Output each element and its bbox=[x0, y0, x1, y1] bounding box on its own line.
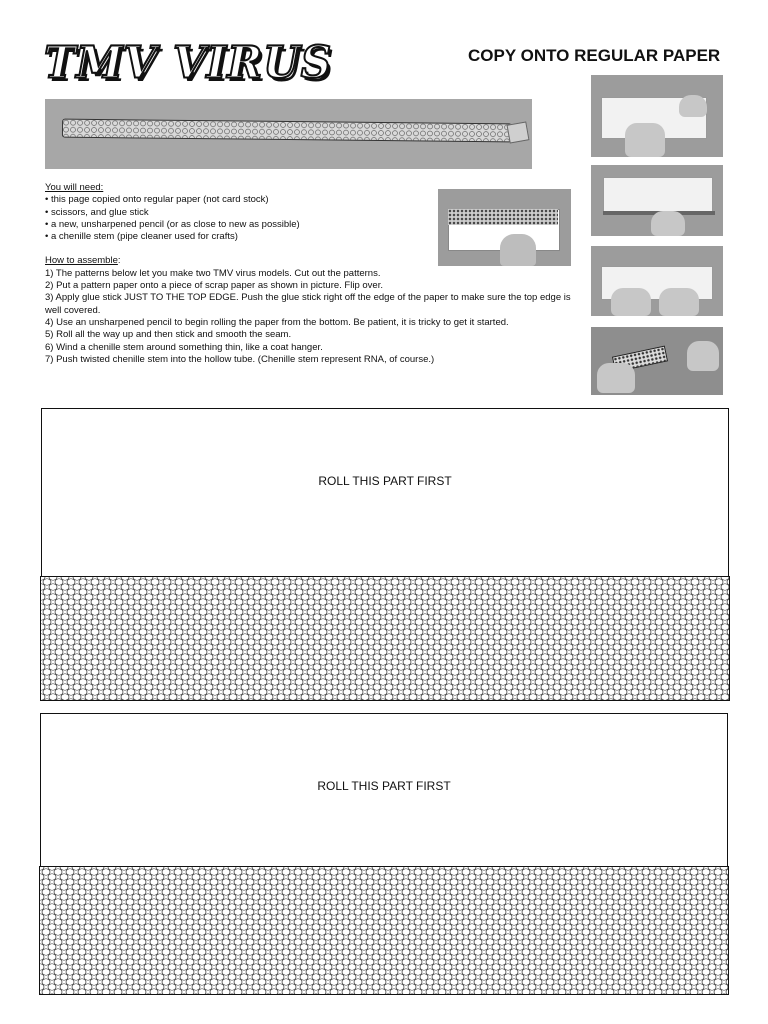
hand bbox=[687, 341, 719, 371]
step-4-photo bbox=[591, 165, 723, 236]
step-item: 4) Use an unsharpened pencil to begin rolling the paper from the bottom. Be patient, it is tricky to get it started. bbox=[45, 316, 509, 328]
instructions bbox=[45, 182, 575, 366]
paper-sheet bbox=[603, 177, 713, 215]
step-7-photo bbox=[591, 327, 723, 395]
rolled-tube bbox=[62, 119, 512, 143]
pattern-1-scales bbox=[40, 576, 730, 701]
hand bbox=[651, 211, 685, 236]
glue-stick bbox=[679, 95, 707, 117]
assemble-heading-line bbox=[45, 255, 575, 267]
step-item: 7) Push twisted chenille stem into the hollow tube. (Chenille stem represent RNA, of course.) bbox=[45, 353, 435, 365]
hand bbox=[611, 288, 651, 316]
page-title: TMV VIRUS bbox=[44, 36, 333, 89]
step-5-photo bbox=[591, 246, 723, 316]
assemble-colon: : bbox=[117, 255, 121, 267]
needs-item: • a new, unsharpened pencil (or as close to new as possible) bbox=[45, 218, 300, 230]
needs-item: • scissors, and glue stick bbox=[45, 206, 149, 218]
pattern-1-roll-area bbox=[41, 408, 729, 577]
step-item: 1) The patterns below let you make two TMV virus models. Cut out the patterns. bbox=[45, 267, 381, 279]
hand bbox=[625, 123, 665, 157]
step-item: 5) Roll all the way up and then stick and smooth the seam. bbox=[45, 329, 292, 341]
step-3-photo bbox=[591, 75, 723, 157]
copy-instruction: COPY ONTO REGULAR PAPER bbox=[468, 46, 721, 65]
pattern-2-roll-area bbox=[40, 713, 728, 867]
tmv-model-photo bbox=[45, 99, 532, 169]
pattern-2-scales bbox=[39, 866, 729, 995]
needs-item: • this page copied onto regular paper (not card stock) bbox=[45, 194, 269, 206]
needs-heading: You will need: bbox=[45, 182, 104, 193]
roll-first-label: ROLL THIS PART FIRST bbox=[317, 779, 451, 793]
step-item: 3) Apply glue stick JUST TO THE TOP EDGE. Push the glue stick right off the edge of the paper to make sure the top edge is well covered. bbox=[45, 292, 571, 316]
hand bbox=[659, 288, 699, 316]
step-item: 2) Put a pattern paper onto a piece of scrap paper as shown in picture. Flip over. bbox=[45, 280, 383, 292]
step-item: 6) Wind a chenille stem around something thin, like a coat hanger. bbox=[45, 341, 323, 353]
hand bbox=[597, 363, 635, 393]
tube-end bbox=[507, 121, 530, 143]
needs-item: • a chenille stem (pipe cleaner used for crafts) bbox=[45, 231, 238, 243]
assemble-heading: How to assemble bbox=[45, 255, 118, 267]
roll-first-label: ROLL THIS PART FIRST bbox=[318, 474, 452, 488]
